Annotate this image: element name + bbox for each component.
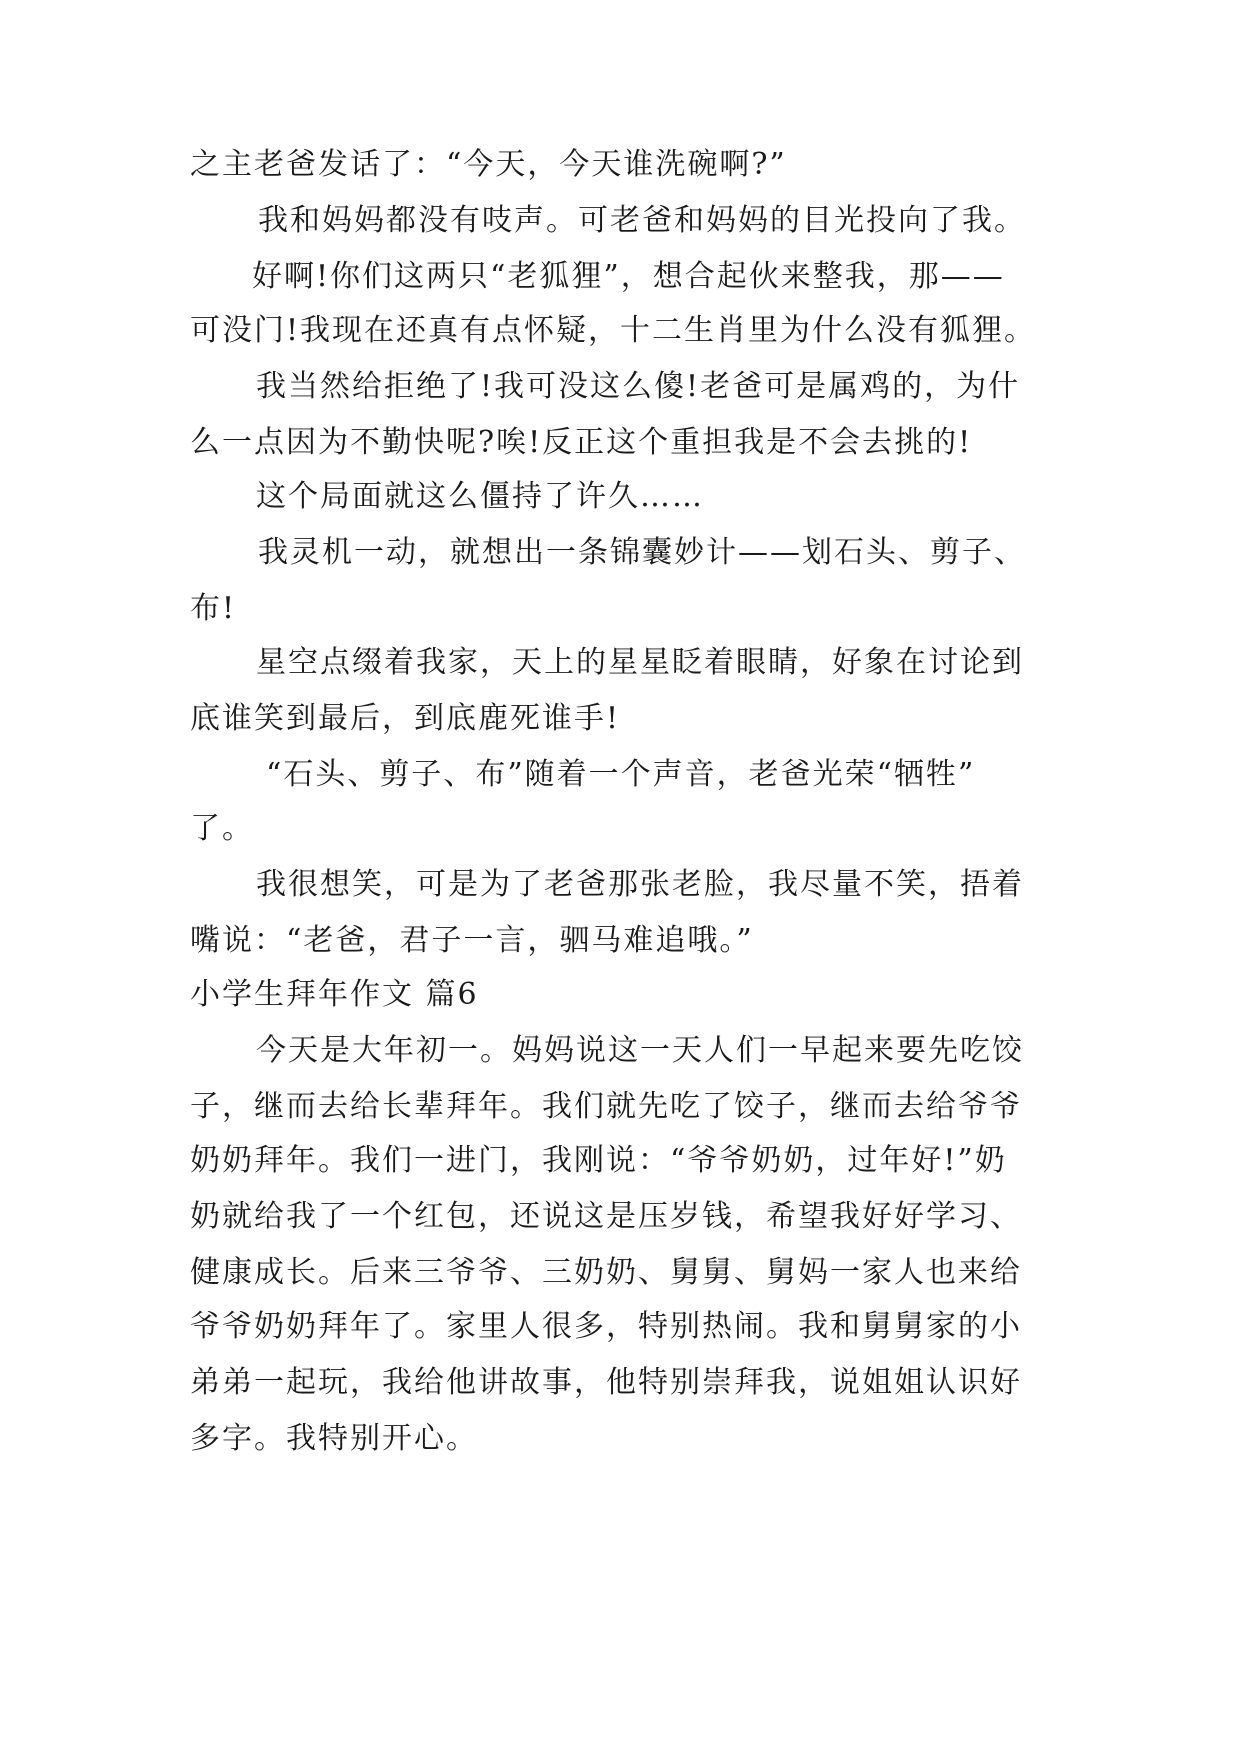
text-line: 好啊!你们这两只“老狐狸”，想合起伙来整我，那—— [252,259,1005,294]
text-line: 今天是大年初一。妈妈说这一天人们一早起来要先吃饺 [256,1033,1024,1068]
text-line: 我和妈妈都没有吱声。可老爸和妈妈的目光投向了我。 [258,203,1026,238]
text-line: 我当然给拒绝了!我可没这么傻!老爸可是属鸡的，为什 [256,369,1021,404]
text-line: 子，继而去给长辈拜年。我们就先吃了饺子，继而去给爷爷 [190,1089,1022,1124]
text-line: “石头、剪子、布”随着一个声音，老爸光荣“牺牲” [266,757,976,792]
text-line: 了。 [190,811,254,846]
text-line: 可没门!我现在还真有点怀疑，十二生肖里为什么没有狐狸。 [190,313,1037,348]
text-line: 爷爷奶奶拜年了。家里人很多，特别热闹。我和舅舅家的小 [190,1309,1022,1344]
text-line: 之主老爸发话了：“今天，今天谁洗碗啊?” [190,147,787,182]
text-line: 奶就给我了一个红包，还说这是压岁钱，希望我好好学习、 [190,1199,1022,1234]
text-line: 我很想笑，可是为了老爸那张老脸，我尽量不笑，捂着 [256,867,1024,902]
text-line: 么一点因为不勤快呢?唉!反正这个重担我是不会去挑的! [190,425,973,460]
text-line: 多字。我特别开心。 [190,1421,478,1456]
text-line: 嘴说：“老爸，君子一言，驷马难追哦。” [190,923,754,958]
text-line: 布! [190,591,237,626]
text-line: 我灵机一动，就想出一条锦囊妙计——划石头、剪子、 [258,535,1026,570]
text-line: 这个局面就这么僵持了许久…… [256,479,704,514]
text-line: 星空点缀着我家，天上的星星眨着眼睛，好象在讨论到 [256,645,1024,680]
section-heading: 小学生拜年作文 篇6 [190,977,479,1012]
text-line: 弟弟一起玩，我给他讲故事，他特别崇拜我，说姐姐认识好 [190,1365,1022,1400]
text-line: 健康成长。后来三爷爷、三奶奶、舅舅、舅妈一家人也来给 [190,1255,1022,1290]
text-line: 底谁笑到最后，到底鹿死谁手! [190,701,621,736]
text-line: 奶奶拜年。我们一进门，我刚说：“爷爷奶奶，过年好!”奶 [190,1143,1007,1178]
